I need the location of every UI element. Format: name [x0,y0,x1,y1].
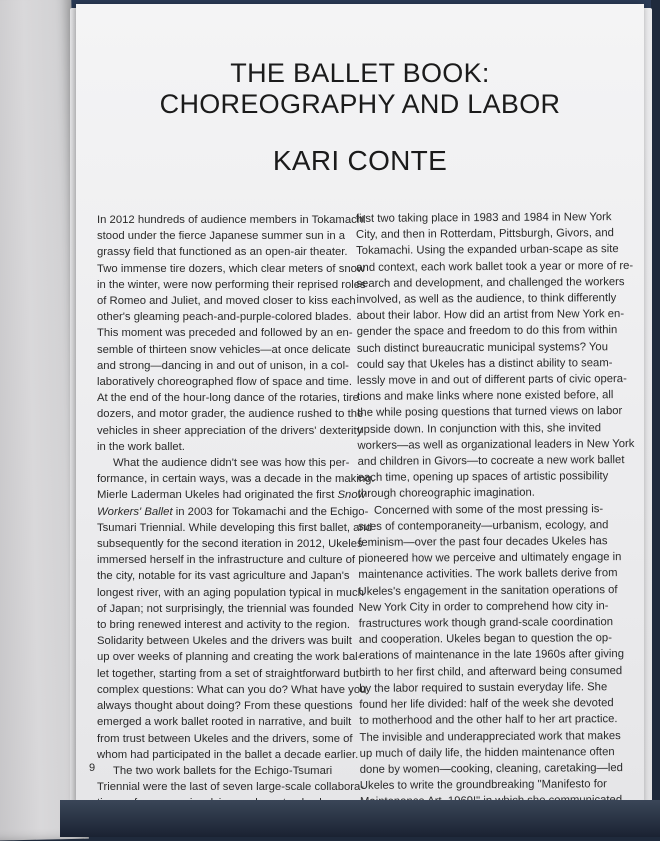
text-line: the while posing questions that turned views on labor [357,405,623,420]
italic-title: Workers' Ballet [97,505,173,518]
text-line: New York City in order to comprehend how city in- [358,600,609,614]
text-line: Tokamachi. Using the expanded urban-scape as site [356,243,619,258]
text-line: Tsumari Triennial. While developing this first ballet, and [97,521,373,534]
text-line: first two taking place in 1983 and 1984 in New York [355,211,612,225]
text-line: about their labor. How did an artist from New York en- [356,308,625,323]
text-line: erations of maintenance in the late 1960s after giving [358,648,625,663]
text-line: to bring renewed interest and activity to the region. [97,619,351,632]
text-line: each time, opening up spaces of artistic possibility [357,470,609,485]
text-line: This moment was preceded and followed by an en- [97,327,353,340]
text-line: Ukeles's engagement in the sanitation operations of [358,583,618,598]
text-line: gender the space and freedom to do this from within [356,324,618,339]
text-line: complex questions: What can you do? What have you [97,683,367,696]
text-line: maintenance activities. The work ballets derive from [358,567,618,582]
text-line: found her life divided: half of the week she devoted [359,697,614,711]
text-line: longest river, with an aging population typical in much [97,586,364,599]
text-line: could say that Ukeles has a distinct ability to seam- [356,356,613,371]
text-line: done by women—cooking, cleaning, caretaking—led [359,761,623,776]
text-line: immersed herself in the infrastructure and culture of [97,554,356,567]
text-line: semble of thirteen snow vehicles—at once delicate [97,343,351,356]
text-line: Ukeles to write the groundbreaking "Manifesto for [359,778,607,793]
text-line: frastructures work though grand-scale coordination [358,616,614,630]
text-line: formance, in certain ways, was a decade in the making. [97,473,375,486]
text-line: laboratively choreographed flow of space and time. [97,376,352,389]
text-line: involved, as well as the audience, to think differently [356,292,617,306]
text-line: upside down. In conjunction with this, she invited [357,421,602,436]
text-line: pioneered how we perceive and ultimately engage in [358,551,622,566]
text-line: through choreographic imagination. [357,487,535,501]
text-line: dozers, and motor grader, the audience rushed to the [97,408,364,421]
italic-title: Snow [337,489,366,502]
text-line: in the winter, were now performing their reprised roles [97,278,366,291]
title-line-2: CHOREOGRAPHY AND LABOR [159,89,561,119]
text-line: The two work ballets for the Echigo-Tsumari [113,764,333,777]
text-line: and context, each work ballet took a year or more of re- [356,259,634,274]
text-line: subsequently for the second iteration in 2012, Ukeles [97,538,363,551]
text-line: stood under the fierce Japanese summer sun in a [97,230,346,243]
text-line: search and development, and challenged the workers [356,275,625,290]
text-line: At the end of the hour-long dance of the rotaries, tire [97,392,359,405]
text-line: of Romeo and Juliet, and moved closer to kiss each [97,295,356,308]
book-page [76,4,644,804]
text-line: of Japan; not surprisingly, the triennial was founded [97,602,354,615]
text-line: emerged a work ballet rooted in narrative, and built [97,716,352,729]
text-line: City, and then in Rotterdam, Pittsburgh, Givors, and [355,227,614,242]
text-line: tions and make links where none existed before, all [357,389,614,404]
text-line: in the work ballet. [97,440,185,453]
text-line: feminism—over the past four decades Ukeles has [358,535,608,549]
text-line: workers—as well as organizational leaders in New York [357,437,635,452]
text-line: Triennial were the last of seven large-scale collabora- [97,781,365,794]
body-column-left [97,212,375,828]
text-line: Solidarity between Ukeles and the drivers was built [97,635,352,648]
text-line: up much of daily life, the hidden maintenance often [359,745,615,760]
text-line: grassy field that functioned as an open-air theater. [97,246,348,259]
body-column-right [355,209,635,827]
text-line: by the labor required to sustain everyday life. She [359,681,608,695]
text-line: In 2012 hundreds of audience members in Tokamachi [97,214,366,226]
text-line: lessly move in and out of different parts of civic opera- [356,373,627,387]
text-line: the city, notable for its vast agriculture and Japan's [97,570,350,583]
text-fragment: in 2003 for Tokamachi and the Echigo- [172,505,369,518]
text-line: always thought about doing? From these questions [97,700,353,713]
text-line: Mierle Laderman Ukeles had originated the first Snow [97,489,366,502]
text-line: and strong—dancing in and out of unison, in a col- [97,359,349,372]
text-line: and children in Givors—to cocreate a new work ballet [357,454,625,468]
text-line: whom had participated in the ballet a decade earlier. [97,748,359,761]
text-line: and cooperation. Ukeles began to question the op- [358,632,612,647]
text-line [97,504,369,520]
text-line: Concerned with some of the most pressing is- [373,502,604,517]
text-line: such distinct bureaucratic municipal systems? You [356,340,609,355]
text-line: to motherhood and the other half to her art practice. [359,713,618,728]
text-line: The invisible and underappreciated work that makes [359,729,621,744]
text-line: vehicles in sheer appreciation of the drivers' dexterity [97,424,363,437]
text-line: other's gleaming peach-and-purple-colored blades. [97,311,352,324]
text-line: from trust between Ukeles and the drivers, some of [97,732,353,745]
text-line: up over weeks of planning and creating the work bal- [97,651,362,664]
text-line: sues of contemporaneity—urbanism, ecology, and [358,519,609,533]
desk-edge [60,800,660,837]
author-name: KARI CONTE [272,145,448,176]
text-line: let together, starting from a set of straightforward but [97,667,359,680]
title-line-1: THE BALLET BOOK: [230,58,490,88]
page-number: 9 [89,762,96,774]
text-line: What the audience didn't see was how this per- [113,457,350,470]
text-line: Two immense tire dozers, which clear meters of snow [97,262,366,275]
text-line: birth to her first child, and afterward being consumed [359,664,623,679]
